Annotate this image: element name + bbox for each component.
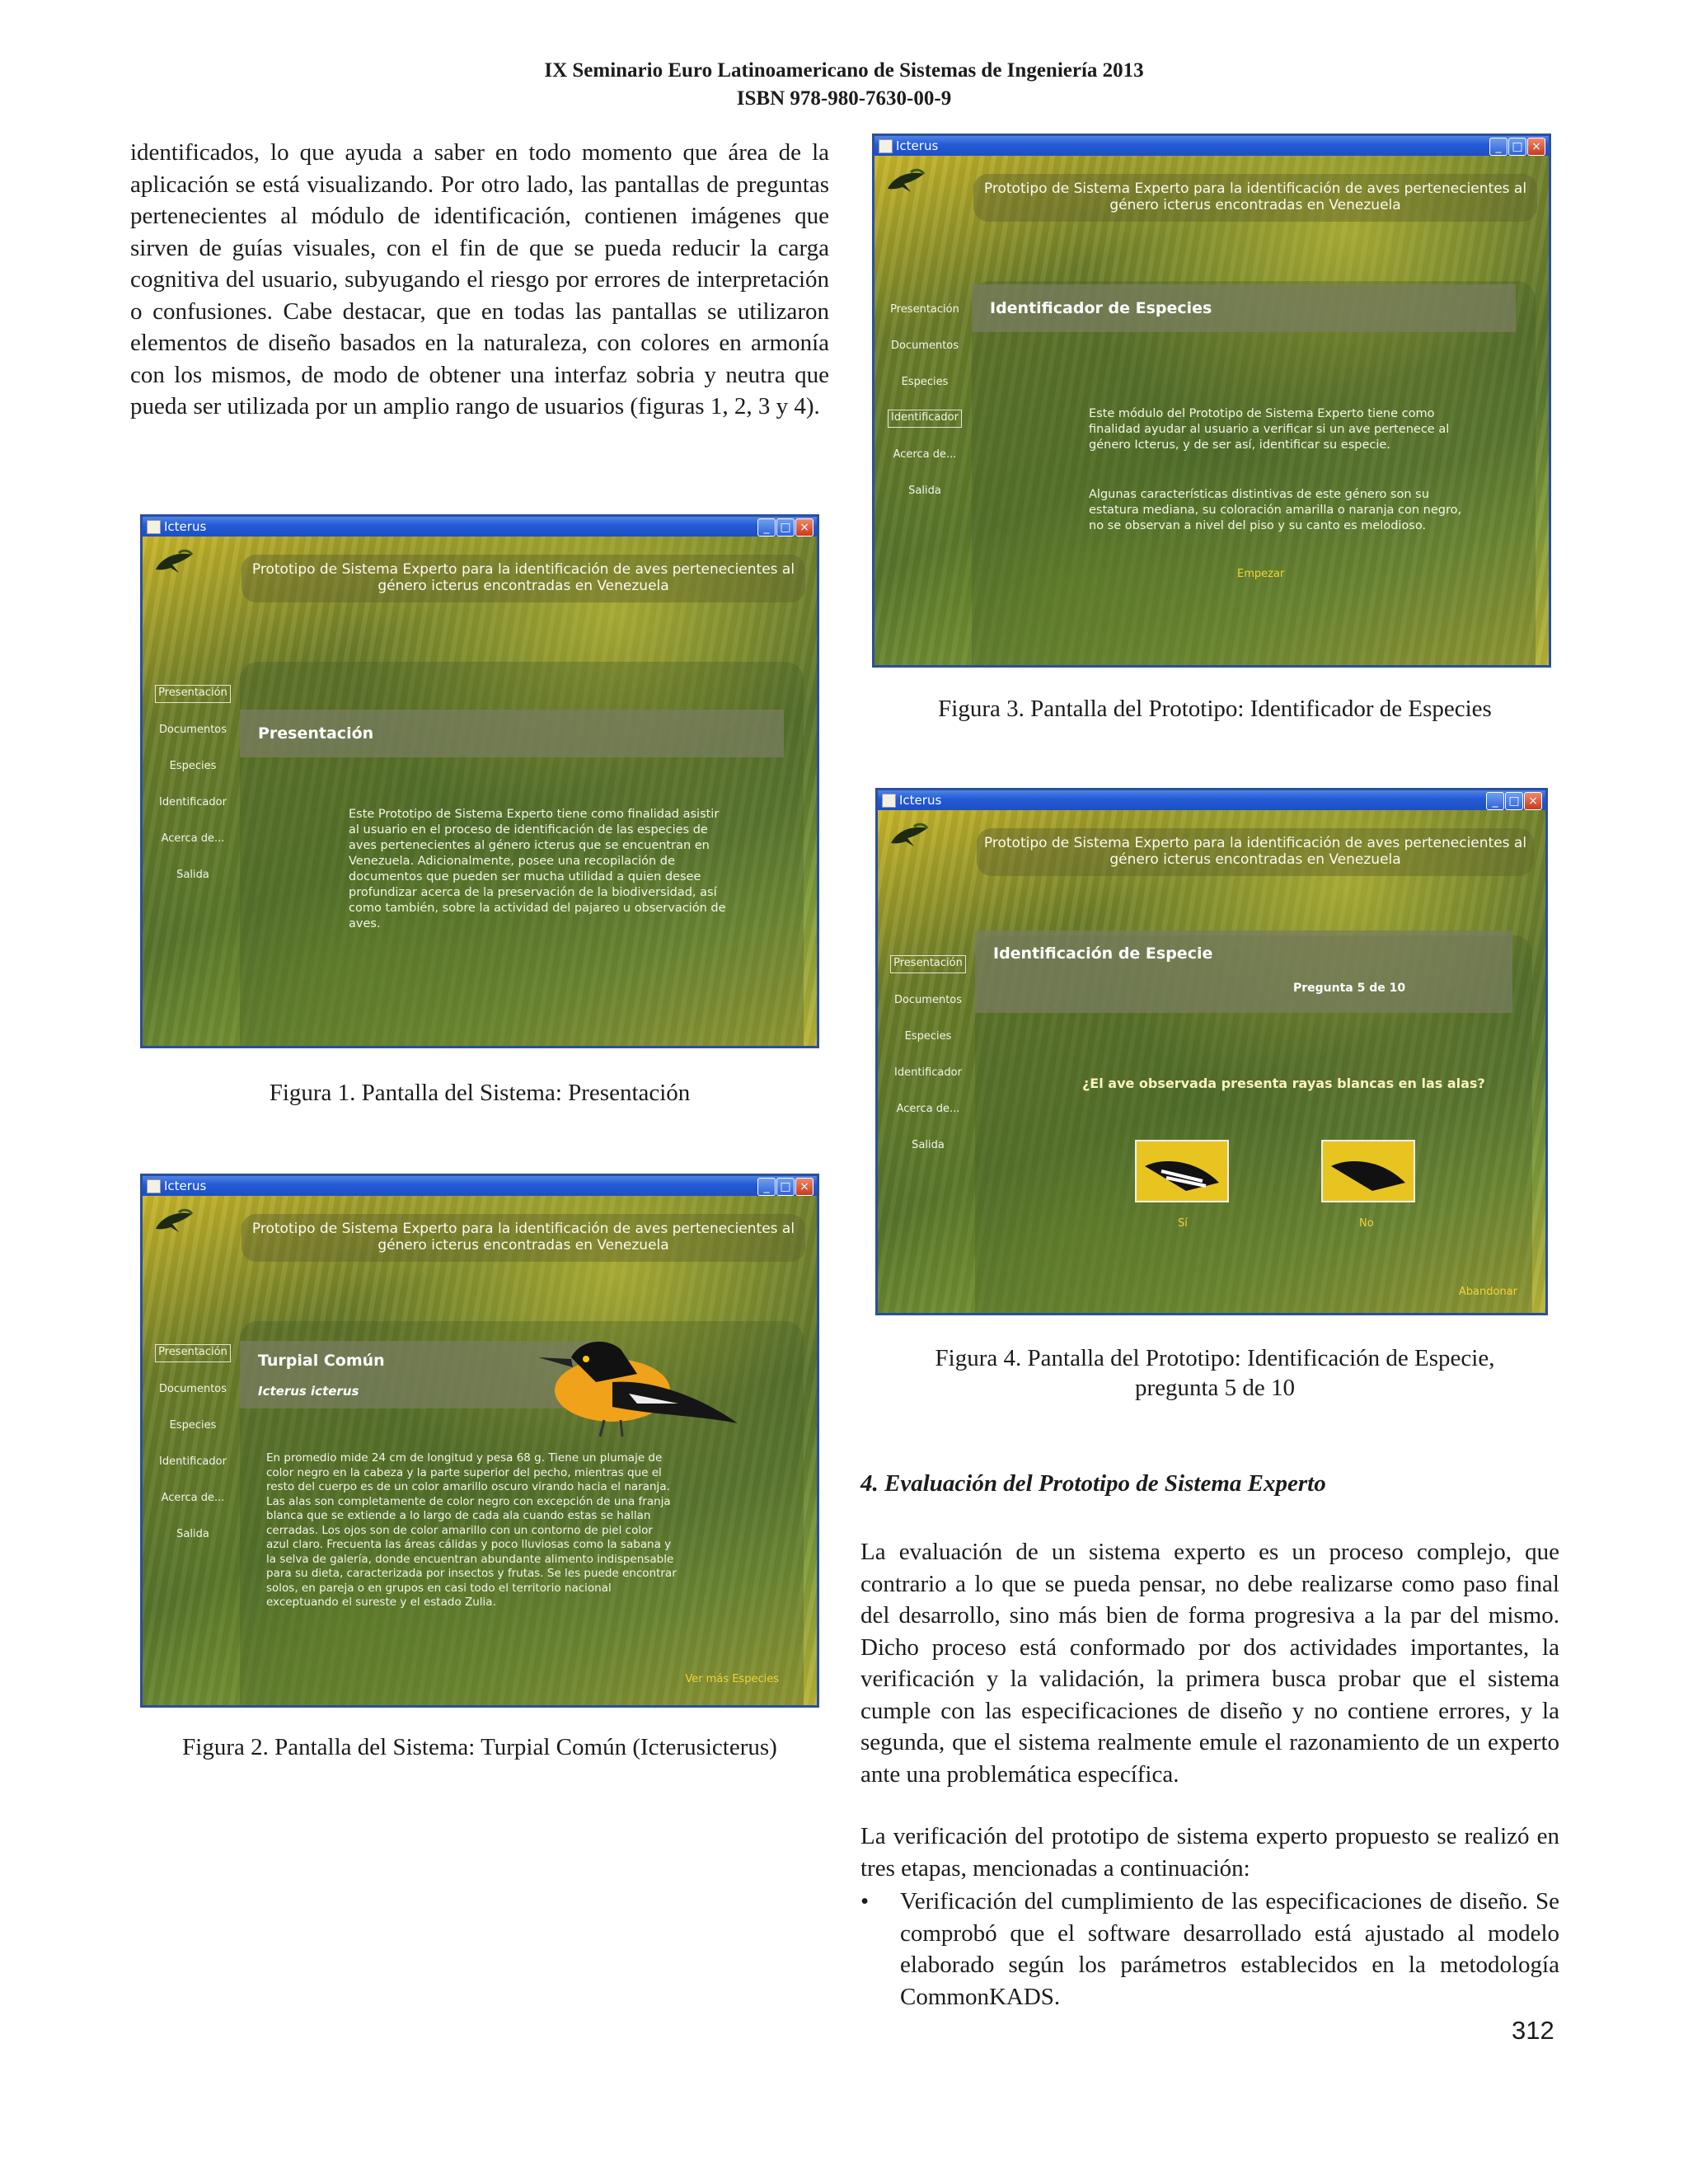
app-background <box>874 156 1549 665</box>
question-title-band <box>975 930 1512 1013</box>
question-counter: Pregunta 5 de 10 <box>1293 982 1406 995</box>
figure-2-caption: Figura 2. Pantalla del Sistema: Turpial Común (Icterusicterus) <box>182 1734 777 1760</box>
nav-presentacion[interactable]: Presentación <box>890 955 966 973</box>
conference-title: IX Seminario Euro Latinoamericano de Sistemas de Ingeniería 2013 <box>544 59 1144 82</box>
java-icon <box>882 794 896 808</box>
nav-especies[interactable]: Especies <box>169 1419 217 1432</box>
bird-with-white-wing-bars-icon <box>1137 1141 1227 1201</box>
figure-3-window <box>872 134 1551 668</box>
nav-acerca[interactable]: Acerca de... <box>896 1103 960 1115</box>
minimize-button[interactable]: _ <box>757 1178 776 1196</box>
bird-logo-icon <box>889 822 929 850</box>
content-panel <box>972 281 1536 665</box>
app-background <box>878 810 1545 1313</box>
figure-2-window <box>140 1174 819 1708</box>
species-name: Turpial Común <box>258 1352 385 1370</box>
nav-documentos[interactable]: Documentos <box>158 1383 227 1395</box>
figure-4-caption-line2: pregunta 5 de 10 <box>1134 1375 1296 1401</box>
minimize-button[interactable]: _ <box>1489 138 1507 156</box>
java-icon <box>147 520 161 534</box>
window-title: Icterus <box>899 793 942 808</box>
identifier-genus-text: Algunas características distintivas de este género son su estatura mediana, su coloración amarilla o naranja con negro, no se observan a nivel del piso y su canto es melodioso. <box>1089 488 1462 532</box>
figure-1-window <box>140 514 819 1048</box>
close-button[interactable]: × <box>1524 792 1542 810</box>
option-yes-image[interactable] <box>1135 1140 1229 1202</box>
question-text: ¿El ave observada presenta rayas blancas en las alas? <box>1082 1076 1485 1091</box>
app-background <box>143 537 817 1046</box>
species-scientific-name: Icterus icterus <box>258 1384 359 1399</box>
nav-salida[interactable]: Salida <box>176 869 209 881</box>
app-header: Prototipo de Sistema Experto para la identificación de aves pertenecientes al género icterus encontradas en Venezuela <box>973 174 1537 222</box>
app-header: Prototipo de Sistema Experto para la identificación de aves pertenecientes al género icterus encontradas en Venezuela <box>241 1214 805 1262</box>
nav-presentacion[interactable]: Presentación <box>155 685 231 703</box>
close-button[interactable]: × <box>795 518 814 537</box>
app-header: Prototipo de Sistema Experto para la identificación de aves pertenecientes al género icterus encontradas en Venezuela <box>977 828 1534 876</box>
isbn: ISBN 978-980-7630-00-9 <box>736 87 952 110</box>
nav-especies[interactable]: Especies <box>904 1030 952 1043</box>
answer-no[interactable]: No <box>1359 1217 1374 1230</box>
answer-yes[interactable]: Sí <box>1178 1217 1188 1230</box>
section-title-band: Presentación <box>240 710 784 757</box>
nav-especies[interactable]: Especies <box>901 376 949 388</box>
nav-identificador[interactable]: Identificador <box>888 410 962 428</box>
bird-logo-icon <box>154 548 194 576</box>
window-titlebar <box>143 1176 817 1196</box>
java-icon <box>879 139 893 153</box>
sidebar-nav <box>152 1344 233 1562</box>
maximize-button[interactable]: □ <box>776 1178 795 1196</box>
bullet-dot: • <box>860 1888 870 1915</box>
nav-documentos[interactable]: Documentos <box>890 340 959 352</box>
evaluation-paragraph: La evaluación de un sistema experto es un proceso complejo, que contrario a lo que se pueda pensar, no debe realizarse como paso final del desarrollo, sino más bien de forma progresiva a la par del mismo. Dicho proceso está conformado por dos actividades importantes, la verificación y la validación, la primera busca probar que el sistema cumple con las especificaciones de diseño y no contiene errores, y la segunda, que el sistema realmente emule el razonamiento de un experto ante una problemática específica. <box>860 1539 1559 1788</box>
bird-logo-icon <box>154 1207 194 1235</box>
maximize-button[interactable]: □ <box>1505 792 1523 810</box>
nav-salida[interactable]: Salida <box>176 1528 209 1540</box>
nav-presentacion[interactable]: Presentación <box>890 303 959 316</box>
app-header: Prototipo de Sistema Experto para la identificación de aves pertenecientes al género icterus encontradas en Venezuela <box>241 555 805 602</box>
verification-paragraph: La verificación del prototipo de sistema experto propuesto se realizó en tres etapas, mencionadas a continuación: <box>860 1823 1559 1882</box>
nav-salida[interactable]: Salida <box>912 1139 945 1151</box>
nav-documentos[interactable]: Documentos <box>158 724 227 736</box>
turpial-bird-icon <box>513 1324 744 1440</box>
section-heading: 4. Evaluación del Prototipo de Sistema Experto <box>860 1470 1326 1497</box>
window-title: Icterus <box>896 138 939 153</box>
figure-3-caption: Figura 3. Pantalla del Prototipo: Identificador de Especies <box>938 696 1492 722</box>
nav-presentacion[interactable]: Presentación <box>155 1344 231 1362</box>
nav-identificador[interactable]: Identificador <box>159 1455 227 1468</box>
close-button[interactable]: × <box>795 1178 814 1196</box>
window-titlebar <box>874 136 1549 156</box>
sidebar-nav <box>884 301 965 518</box>
sidebar-nav <box>888 955 968 1173</box>
presentation-text: Este Prototipo de Sistema Experto tiene como finalidad asistir al usuario en el proceso de identificación de las especies de aves pertenecientes al género icterus que se encuentran en Venezuela. Adicionalmente, posee una recopilación de documentos que pueden ser mucha utilidad a quien desee profundizar acerca de la preservación de la biodiversidad, así como también, sobre la actividad del pajareo u observación de aves. <box>349 808 726 930</box>
nav-acerca[interactable]: Acerca de... <box>161 1492 225 1504</box>
page-number: 312 <box>1512 2016 1554 2045</box>
more-species-link[interactable]: Ver más Especies <box>685 1673 779 1685</box>
minimize-button[interactable]: _ <box>757 518 776 537</box>
intro-paragraph: identificados, lo que ayuda a saber en todo momento que área de la aplicación se está visualizando. Por otro lado, las pantallas de preguntas pertenecientes al módulo de identificación, contienen imágenes que sirven de guías visuales, con el fin de que se pueda reducir la carga cognitiva del usuario, subyugando el riesgo por errores de interpretación o confusiones. Cabe destacar, que en todas las pantallas se utilizaron elementos de diseño basados en la naturaleza, con colores en armonía con los mismos, de modo de obtener una interfaz sobria y neutra que pueda ser utilizada por un amplio rango de usuarios (figuras 1, 2, 3 y 4). <box>130 139 829 419</box>
window-titlebar <box>878 790 1545 810</box>
figure-1-caption: Figura 1. Pantalla del Sistema: Presentación <box>269 1080 691 1106</box>
figure-4-caption <box>865 1343 1564 1403</box>
bullet-text: Verificación del cumplimiento de las especificaciones de diseño. Se comprobó que el software desarrollado está ajustado al modelo elaborado según los parámetros establecidos en la metodología CommonKADS. <box>900 1888 1559 2010</box>
nav-documentos[interactable]: Documentos <box>893 994 963 1006</box>
window-titlebar <box>143 517 817 537</box>
option-no-image[interactable] <box>1321 1140 1415 1202</box>
species-description: En promedio mide 24 cm de longitud y pesa 68 g. Tiene un plumaje de color negro en la cabeza y la parte superior del pecho, mientras que el resto del cuerpo es de un color amarillo oscuro virando hacia el naranja. Las alas son completamente de color negro con excepción de una franja blanca que se extiende a lo largo de cada ala cuando estas se hallan cerradas. Los ojos son de color amarillo con un contorno de piel color azul claro. Frecuenta las áreas cálidas y poco lluviosas como la sabana y la selva de galería, donde encuentran abundante alimento indispensable para su dieta, caracterizada por insectos y frutas. Se les puede encontrar solos, en pareja o en grupos en casi todo el territorio nacional exceptuando el sureste y el estado Zulia. <box>266 1451 677 1609</box>
nav-acerca[interactable]: Acerca de... <box>161 832 225 845</box>
bullet-item <box>860 1886 1559 2013</box>
identifier-intro-text: Este módulo del Prototipo de Sistema Experto tiene como finalidad ayudar al usuario a verificar si un ave pertenece al género Icterus, y de ser así, identificar su especie. <box>1089 407 1450 452</box>
java-icon <box>147 1179 161 1193</box>
nav-acerca[interactable]: Acerca de... <box>893 448 957 461</box>
app-background <box>143 1196 817 1705</box>
bird-logo-icon <box>886 167 926 195</box>
nav-especies[interactable]: Especies <box>169 760 217 772</box>
figure-4-caption-line1: Figura 4. Pantalla del Prototipo: Identificación de Especie, <box>935 1345 1495 1371</box>
section-title-band: Identificador de Especies <box>972 284 1516 332</box>
question-module-title: Identificación de Especie <box>993 944 1213 963</box>
bird-without-wing-bars-icon <box>1323 1141 1414 1201</box>
window-title: Icterus <box>164 1179 207 1193</box>
sidebar-nav <box>152 685 233 902</box>
start-link[interactable]: Empezar <box>1237 568 1285 580</box>
nav-identificador[interactable]: Identificador <box>159 796 227 808</box>
figure-4-window <box>875 788 1548 1315</box>
nav-salida[interactable]: Salida <box>908 485 941 497</box>
maximize-button[interactable]: □ <box>776 518 795 537</box>
maximize-button[interactable]: □ <box>1508 138 1526 156</box>
nav-identificador[interactable]: Identificador <box>894 1066 962 1079</box>
close-button[interactable]: × <box>1527 138 1545 156</box>
minimize-button[interactable]: _ <box>1486 792 1504 810</box>
abandon-link[interactable]: Abandonar <box>1458 1286 1517 1298</box>
window-title: Icterus <box>164 519 207 534</box>
